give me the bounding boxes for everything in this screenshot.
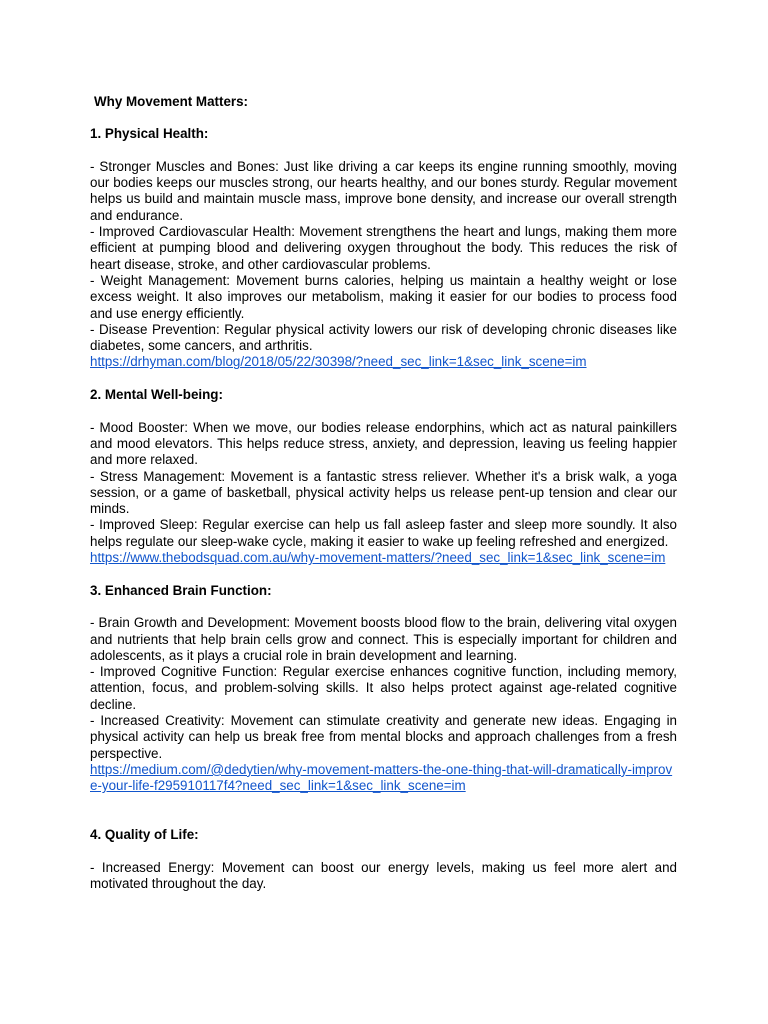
spacer bbox=[90, 843, 677, 859]
source-link-drhyman[interactable]: https://drhyman.com/blog/2018/05/22/30398/?need_sec_link=1&sec_link_scene=im bbox=[90, 354, 587, 370]
spacer bbox=[90, 403, 677, 419]
section-brain-function bbox=[90, 583, 677, 795]
bullet-disease-prevention: - Disease Prevention: Regular physical activity lowers our risk of developing chronic diseases like diabetes, some cancers, and arthritis. bbox=[90, 321, 677, 354]
bullet-stronger-muscles: - Stronger Muscles and Bones: Just like driving a car keeps its engine running smoothly, moving our bodies keeps our muscles strong, our hearts healthy, and our bones sturdy. Regular movement helps us build and maintain muscle mass, improve bone density, and increase our overall strength and endurance. bbox=[90, 158, 677, 223]
section-heading: 3. Enhanced Brain Function: bbox=[90, 582, 272, 598]
section-physical-health bbox=[90, 126, 677, 370]
bullet-increased-creativity: - Increased Creativity: Movement can stimulate creativity and generate new ideas. Engaging in physical activity can help us break free from mental blocks and approach challenges from a fresh perspective. bbox=[90, 712, 677, 761]
section-mental-wellbeing bbox=[90, 387, 677, 566]
bullet-cardiovascular-health: - Improved Cardiovascular Health: Movement strengthens the heart and lungs, making them more efficient at pumping blood and delivering oxygen throughout the body. This reduces the risk of heart disease, stroke, and other cardiovascular problems. bbox=[90, 224, 677, 272]
bullet-cognitive-function: - Improved Cognitive Function: Regular exercise enhances cognitive function, including memory, attention, focus, and problem-solving skills. It also helps protect against age-related cognitive decline. bbox=[90, 664, 677, 712]
bullet-weight-management: - Weight Management: Movement burns calories, helping us maintain a healthy weight or lose excess weight. It also improves our metabolism, making it easier for our bodies to process food and use energy efficiently. bbox=[90, 272, 677, 321]
bullet-mood-booster: - Mood Booster: When we move, our bodies release endorphins, which act as natural painkillers and mood elevators. This helps reduce stress, anxiety, and depression, leaving us feeling happier and more relaxed. bbox=[90, 419, 677, 468]
spacer bbox=[90, 566, 677, 582]
spacer bbox=[90, 110, 677, 126]
section-heading: 2. Mental Well-being: bbox=[90, 387, 223, 403]
spacer bbox=[90, 143, 677, 159]
bullet-brain-growth: - Brain Growth and Development: Movement boosts blood flow to the brain, delivering vital oxygen and nutrients that help brain cells grow and connect. This is especially important for children and adolescents, as it plays a crucial role in brain development and learning. bbox=[90, 615, 677, 663]
section-quality-of-life bbox=[90, 827, 677, 892]
bullet-stress-management: - Stress Management: Movement is a fantastic stress reliever. Whether it's a brisk walk, a yoga session, or a game of basketball, physical activity helps us release pent-up tension and clear our minds. bbox=[90, 468, 677, 517]
spacer bbox=[90, 371, 677, 387]
bullet-improved-sleep: - Improved Sleep: Regular exercise can help us fall asleep faster and sleep more soundly. It also helps regulate our sleep-wake cycle, making it easier to wake up feeling refreshed and energized. bbox=[90, 517, 677, 549]
document-title: Why Movement Matters: bbox=[94, 94, 249, 109]
section-heading: 4. Quality of Life: bbox=[90, 827, 199, 843]
document-page bbox=[90, 94, 677, 892]
spacer bbox=[90, 794, 677, 827]
spacer bbox=[90, 599, 677, 615]
bullet-increased-energy: - Increased Energy: Movement can boost our energy levels, making us feel more alert and motivated throughout the day. bbox=[90, 859, 677, 891]
section-heading: 1. Physical Health: bbox=[90, 126, 209, 142]
source-link-thebodsquad[interactable]: https://www.thebodsquad.com.au/why-movement-matters/?need_sec_link=1&sec_link_scene=im bbox=[90, 550, 666, 566]
source-link-medium[interactable]: https://medium.com/@dedytien/why-movement-matters-the-one-thing-that-will-dramatically-improve-your-life-f295910117f4?need_sec_link=1&sec_link_scene=im bbox=[90, 761, 673, 794]
